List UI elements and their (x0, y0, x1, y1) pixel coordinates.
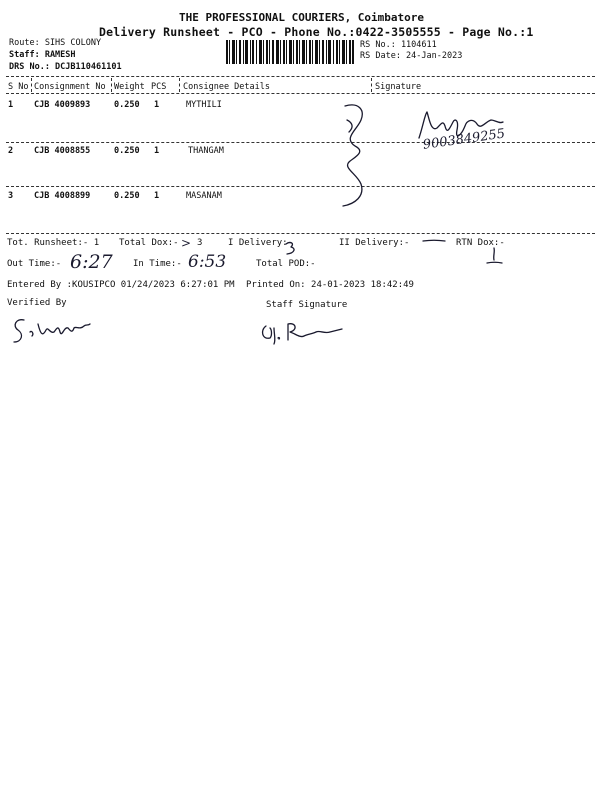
row-pcs: 1 (154, 191, 160, 201)
row-rule (6, 186, 595, 187)
row-consignment: CJB 4008855 (34, 146, 91, 156)
phone-note: 9003849255 (422, 126, 507, 153)
barcode (226, 40, 354, 64)
row-sno: 1 (8, 100, 14, 110)
rtn-dox-label: RTN Dox:- (456, 238, 505, 248)
total-dox-value: 3 (197, 238, 203, 248)
col-divider (111, 78, 112, 92)
table-top-rule (6, 76, 595, 77)
total-dox-label: Total Dox:- (119, 238, 179, 248)
row-weight: 0.250 (114, 146, 140, 156)
staff-label: Staff: RAMESH (9, 50, 76, 60)
col-divider (31, 78, 32, 92)
out-time-label: Out Time:- (7, 259, 62, 269)
rs-date: RS Date: 24-Jan-2023 (360, 51, 463, 61)
rtn-dox-mark (484, 247, 504, 265)
header-weight: Weight (114, 82, 145, 92)
header-consignment: Consignment No (34, 82, 106, 92)
row-sno: 2 (8, 146, 14, 156)
header-consignee: Consignee Details (183, 82, 270, 92)
row-weight: 0.250 (114, 191, 140, 201)
ii-delivery-dash (422, 238, 446, 244)
brace-mark (335, 100, 375, 210)
table-header-rule (6, 93, 595, 94)
in-time-value: 6:53 (188, 252, 227, 272)
total-dox-mark: > (181, 236, 192, 250)
row-consignee: MYTHILI (186, 100, 222, 110)
i-delivery-mark (284, 240, 298, 256)
row-pcs: 1 (154, 146, 160, 156)
header-pcs: PCS (151, 82, 167, 92)
printed-on: Printed On: 24-01-2023 18:42:49 (246, 280, 414, 290)
col-divider (371, 78, 372, 92)
staff-signature-label: Staff Signature (266, 300, 348, 310)
company-title: THE PROFESSIONAL COURIERS, Coimbatore (179, 11, 425, 24)
row-consignee: MASANAM (186, 191, 222, 201)
staff-signature (258, 320, 343, 346)
verifier-signature (10, 312, 95, 346)
total-pod-label: Total POD:- (256, 259, 316, 269)
row-consignment: CJB 4009893 (34, 100, 91, 110)
row-pcs: 1 (154, 100, 160, 110)
entered-by: Entered By :KOUSIPCO 01/24/2023 6:27:01 PM (7, 280, 235, 290)
ii-delivery-label: II Delivery:- (339, 238, 410, 248)
col-divider (179, 78, 180, 92)
route-label: Route: SIHS COLONY (9, 38, 102, 48)
row-weight: 0.250 (114, 100, 140, 110)
row-consignment: CJB 4008899 (34, 191, 91, 201)
row-sno: 3 (8, 191, 14, 201)
runsheet-title: Delivery Runsheet - PCO - Phone No.:0422-3505555 - Page No.:1 (99, 25, 534, 39)
i-delivery-label: I Delivery:- (228, 238, 294, 248)
tot-runsheet: Tot. Runsheet:- 1 (7, 238, 100, 248)
verified-by-label: Verified By (7, 298, 67, 308)
out-time-value: 6:27 (70, 251, 113, 273)
drs-number: DRS No.: DCJB110461101 (9, 62, 122, 72)
header-signature: Signature (375, 82, 422, 92)
row-consignee: THANGAM (188, 146, 224, 156)
row-rule (6, 233, 595, 234)
rs-number: RS No.: 1104611 (360, 40, 437, 50)
in-time-label: In Time:- (133, 259, 182, 269)
header-sno: S No (8, 82, 29, 92)
